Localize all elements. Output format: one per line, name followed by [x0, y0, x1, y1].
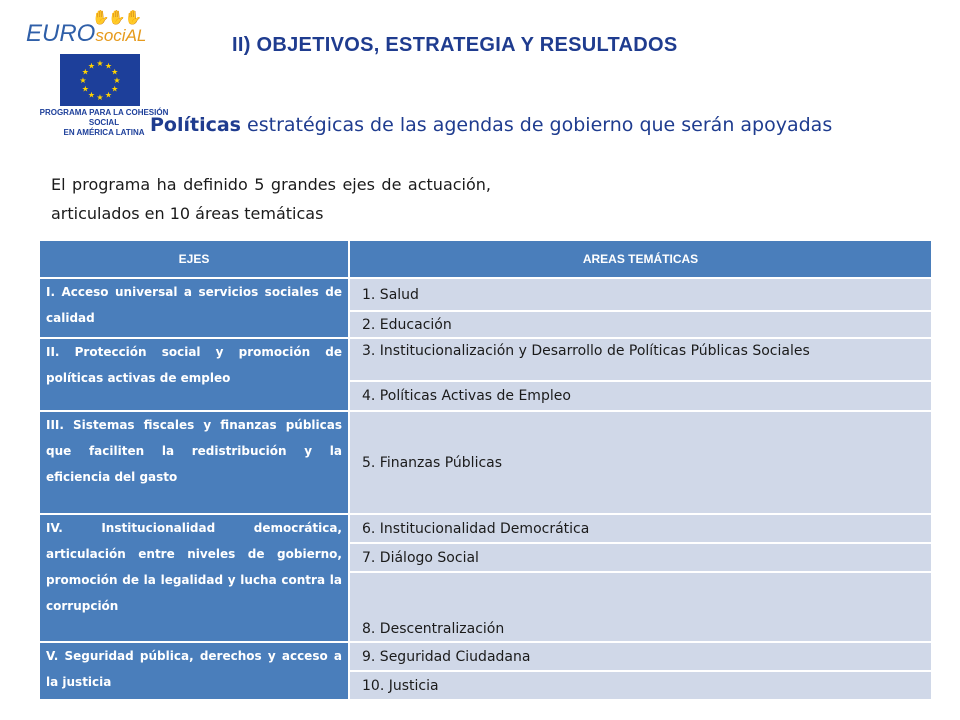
- area-cell: 7. Diálogo Social: [349, 543, 932, 572]
- star-icon: ★: [96, 59, 104, 68]
- logo-wordmark: EUROsociAL: [26, 20, 147, 47]
- ejes-areas-table: [38, 239, 933, 701]
- area-cell: 6. Institucionalidad Democrática: [349, 514, 932, 543]
- star-icon: ★: [87, 90, 96, 100]
- table-row: [39, 338, 932, 381]
- table-row: [39, 642, 932, 671]
- hands-icon: ✋✋✋: [92, 10, 142, 26]
- table-row: [39, 514, 932, 543]
- eje-cell: I. Acceso universal a servicios sociales de calidad: [39, 278, 349, 338]
- eu-flag-icon: [60, 54, 140, 106]
- logo-caption: PROGRAMA PARA LA COHESIÓN SOCIAL EN AMÉRICA LATINA: [39, 108, 169, 137]
- area-cell: 1. Salud: [349, 278, 932, 311]
- star-icon: ★: [81, 84, 89, 94]
- eje-cell: III. Sistemas fiscales y finanzas públicas que faciliten la redistribución y la eficiencia del gasto: [39, 411, 349, 514]
- star-icon: ★: [79, 76, 87, 85]
- area-cell: 4. Políticas Activas de Empleo: [349, 381, 932, 411]
- table-header-row: [39, 240, 932, 278]
- header-ejes: EJES: [39, 240, 349, 278]
- page-title: II) OBJETIVOS, ESTRATEGIA Y RESULTADOS: [232, 34, 678, 56]
- area-cell: 10. Justicia: [349, 671, 932, 700]
- area-cell: 2. Educación: [349, 311, 932, 338]
- eje-cell: V. Seguridad pública, derechos y acceso a la justicia: [39, 642, 349, 700]
- star-icon: ★: [104, 90, 113, 100]
- star-icon: ★: [104, 61, 113, 71]
- page-subtitle: Políticas estratégicas de las agendas de gobierno que serán apoyadas: [150, 114, 833, 136]
- area-cell: 3. Institucionalización y Desarrollo de Políticas Públicas Sociales: [349, 338, 932, 381]
- eje-cell: IV. Institucionalidad democrática, articulación entre niveles de gobierno, promoción de la legalidad y lucha contra la corrupción: [39, 514, 349, 642]
- star-icon: ★: [96, 93, 104, 102]
- table-row: [39, 411, 932, 514]
- star-icon: ★: [113, 76, 121, 85]
- eje-cell: II. Protección social y promoción de políticas activas de empleo: [39, 338, 349, 411]
- area-cell: 5. Finanzas Públicas: [349, 411, 932, 514]
- star-icon: ★: [111, 84, 119, 94]
- eurosocial-logo: [22, 10, 182, 137]
- star-icon: ★: [87, 61, 96, 71]
- header-areas: AREAS TEMÁTICAS: [349, 240, 932, 278]
- area-cell: 8. Descentralización: [349, 572, 932, 642]
- intro-text: El programa ha definido 5 grandes ejes de actuación, articulados en 10 áreas temáticas: [51, 175, 491, 223]
- star-icon: ★: [111, 67, 119, 77]
- table-row: [39, 278, 932, 311]
- area-cell: 9. Seguridad Ciudadana: [349, 642, 932, 671]
- star-icon: ★: [81, 67, 89, 77]
